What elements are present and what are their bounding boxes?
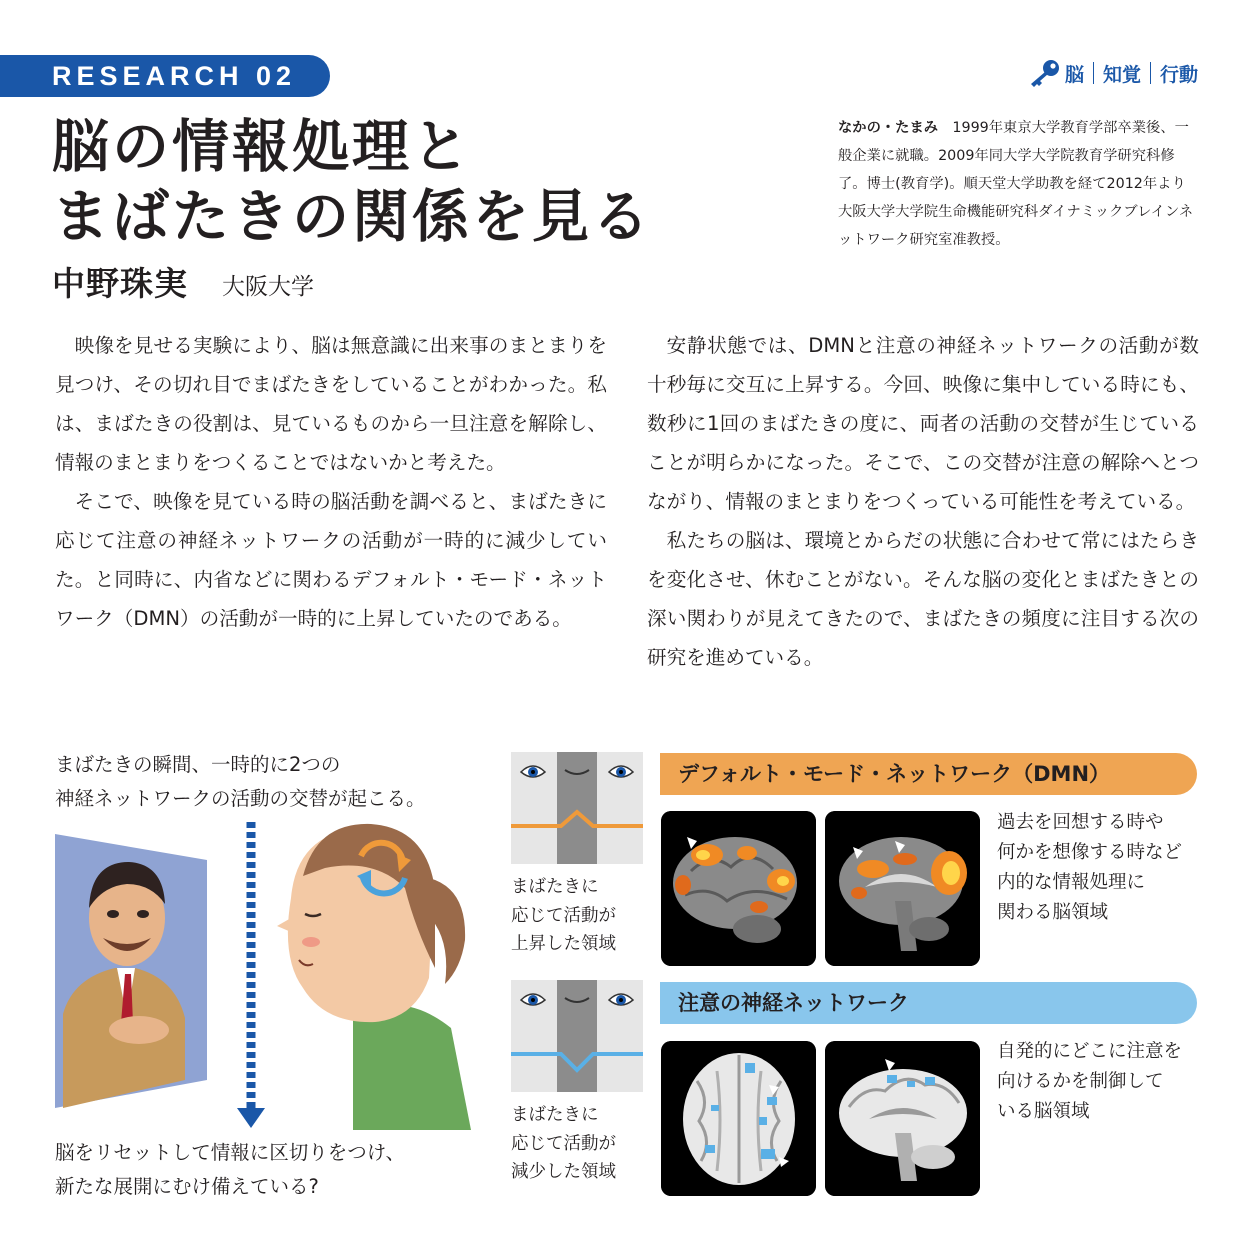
brain-scan-dmn-lateral <box>661 811 816 966</box>
paragraph: 映像を見せる実験により、脳は無意識に出来事のまとまりを見つけ、その切れ目でまばたきをしていることがわかった。私は、まばたきの役割は、見ているものから一旦注意を解除し、情報のまとまりをつくることではないかと考えた。 <box>55 334 607 474</box>
figure-caption-top <box>55 748 485 816</box>
caption-line: 神経ネットワークの活動の交替が起こる。 <box>55 787 426 810</box>
paragraph: 私たちの脳は、環境とからだの状態に合わせて常にはたらきを変化させ、休むことがない。そんな脳の変化とまばたきとの深い関わりが見えてきたので、まばたきの頻度に注目する次の研究を進めている。 <box>647 529 1199 669</box>
desc-line: 何かを想像する時など <box>997 842 1183 863</box>
bio-text: 1999年東京大学教育学部卒業後、一般企業に就職。2009年同大学大学院教育学研究科修了。博士(教育学)。順天堂大学助教を経て2012年より大阪大学大学院生命機能研究科ダイナミックブレインネットワーク研究室准教授。 <box>838 120 1194 248</box>
attention-description <box>997 1037 1212 1127</box>
caption-line: 減少した領域 <box>511 1162 616 1182</box>
figure-caption-bottom <box>55 1136 485 1204</box>
caption-line: 脳をリセットして情報に区切りをつけ、 <box>55 1141 406 1164</box>
paragraph: 安静状態では、DMNと注意の神経ネットワークの活動が数十秒毎に交互に上昇する。今回、映像に集中している時にも、数秒に1回のまばたきの度に、両者の活動の交替が生じていることが明らかになった。そこで、この交替が注意の解除へとつながり、情報のまとまりをつくっている可能性を考えている。 <box>647 334 1199 513</box>
tag-perception: 知覚 <box>1102 63 1141 86</box>
timeline-arrow-head <box>237 1108 265 1128</box>
paragraph: そこで、映像を見ている時の脳活動を調べると、まばたきに応じて注意の神経ネットワークの活動が一時的に減少していた。と同時に、内省などに関わるデフォルト・モード・ネットワーク（DMN）の活動が一時的に上昇していたのである。 <box>55 490 607 630</box>
brain-scan-attention-sagittal <box>825 1041 980 1196</box>
brain-scan-attention-axial <box>661 1041 816 1196</box>
blink-timeline-down <box>511 980 643 1092</box>
desc-line: 自発的にどこに注意を <box>997 1041 1183 1062</box>
woman-figure <box>277 824 471 1130</box>
body-column-left <box>55 326 607 638</box>
brain-scan-dmn-medial <box>825 811 980 966</box>
key-icon <box>1027 58 1061 88</box>
desc-line: いる脳領域 <box>997 1101 1090 1122</box>
title-line-1: 脳の情報処理と <box>52 114 472 180</box>
caption-line: 応じて活動が <box>511 1133 616 1154</box>
tag-divider <box>1150 62 1151 84</box>
attention-banner <box>660 982 1197 1024</box>
desc-line: 過去を回想する時や <box>997 812 1164 833</box>
title-line-2: まばたきの関係を見る <box>52 184 652 250</box>
author-affiliation: 大阪大学 <box>222 274 314 300</box>
strip-caption-down <box>511 1101 651 1187</box>
blink-timeline-up <box>511 752 643 864</box>
body-column-right <box>647 326 1199 677</box>
blink-illustration <box>55 818 475 1130</box>
desc-line: 向けるかを制御して <box>997 1071 1164 1092</box>
desc-line: 内的な情報処理に <box>997 872 1146 893</box>
strip-caption-up <box>511 873 651 959</box>
attention-banner-label: 注意の神経ネットワーク <box>678 991 909 1015</box>
caption-line: まばたきの瞬間、一時的に2つの <box>55 753 341 776</box>
article-title <box>52 112 752 252</box>
dmn-description <box>997 808 1212 928</box>
dmn-banner <box>660 753 1197 795</box>
caption-line: 上昇した領域 <box>511 934 616 954</box>
tag-brain: 脳 <box>1064 63 1084 86</box>
caption-line: 新たな展開にむけ備えている? <box>55 1175 319 1198</box>
research-badge-label: RESEARCH 02 <box>52 61 297 91</box>
desc-line: 関わる脳領域 <box>997 902 1109 923</box>
caption-line: まばたきに <box>511 877 599 897</box>
dmn-banner-label: デフォルト・モード・ネットワーク（DMN） <box>678 762 1111 786</box>
author-name: 中野珠実 <box>52 264 188 303</box>
tag-divider <box>1093 62 1094 84</box>
tag-behavior: 行動 <box>1159 63 1198 86</box>
keyword-tags <box>1027 58 1198 88</box>
caption-line: 応じて活動が <box>511 905 616 926</box>
caption-line: まばたきに <box>511 1105 599 1125</box>
author-bio <box>838 114 1198 254</box>
bio-name-reading: なかの・たまみ <box>838 120 939 136</box>
